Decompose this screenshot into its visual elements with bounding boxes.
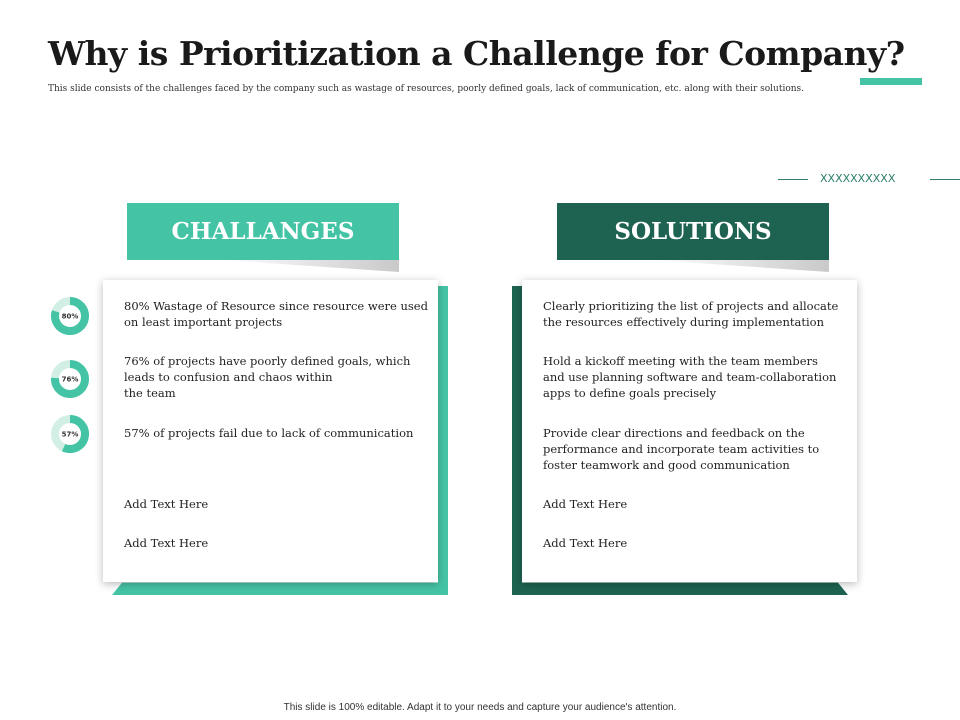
solution-add-text-1: Add Text Here <box>543 497 628 511</box>
slide-title: Why is Prioritization a Challenge for Company? <box>48 34 905 73</box>
solution-item-1: Clearly prioritizing the list of projects and allocate the resources effectively during implementation <box>543 299 839 329</box>
solution-add-text-2: Add Text Here <box>543 536 628 550</box>
solutions-header: SOLUTIONS <box>557 203 829 260</box>
donut-chart-80 <box>50 296 90 336</box>
slide-footer: This slide is 100% editable. Adapt it to your needs and capture your audience's attention. <box>283 702 677 713</box>
donut-label: 76% <box>61 375 79 384</box>
divider-line-right <box>930 179 960 180</box>
slide-subtitle: This slide consists of the challenges faced by the company such as wastage of resources, poorly defined goals, lack of communication, etc. along with their solutions. <box>48 84 805 94</box>
solution-item-2: Hold a kickoff meeting with the team members and use planning software and team-collaboration apps to define goals precisely <box>543 354 837 400</box>
donut-chart-76 <box>50 359 90 399</box>
donut-label: 57% <box>61 430 79 439</box>
donut-chart-57 <box>50 414 90 454</box>
divider-line-left <box>778 179 808 180</box>
solution-item-3: Provide clear directions and feedback on the performance and incorporate team activities to foster teamwork and good communication <box>543 426 820 472</box>
challenge-add-text-1: Add Text Here <box>124 497 209 511</box>
decorative-divider <box>778 172 960 186</box>
challenges-header-shadow <box>222 260 402 274</box>
challenges-card <box>103 280 438 582</box>
challenge-item-2: 76% of projects have poorly defined goals, which leads to confusion and chaos within the team <box>124 354 411 400</box>
challenge-item-1: 80% Wastage of Resource since resource were used on least important projects <box>124 299 428 329</box>
donut-label: 80% <box>61 312 79 321</box>
challenge-add-text-2: Add Text Here <box>124 536 209 550</box>
divider-x-marks: XXXXXXXXXX <box>820 172 896 185</box>
solutions-header-shadow <box>652 260 832 274</box>
solutions-card <box>522 280 857 582</box>
challenges-header: CHALLANGES <box>127 203 399 260</box>
challenge-item-3: 57% of projects fail due to lack of communication <box>124 426 414 440</box>
title-accent-bar <box>860 78 922 85</box>
